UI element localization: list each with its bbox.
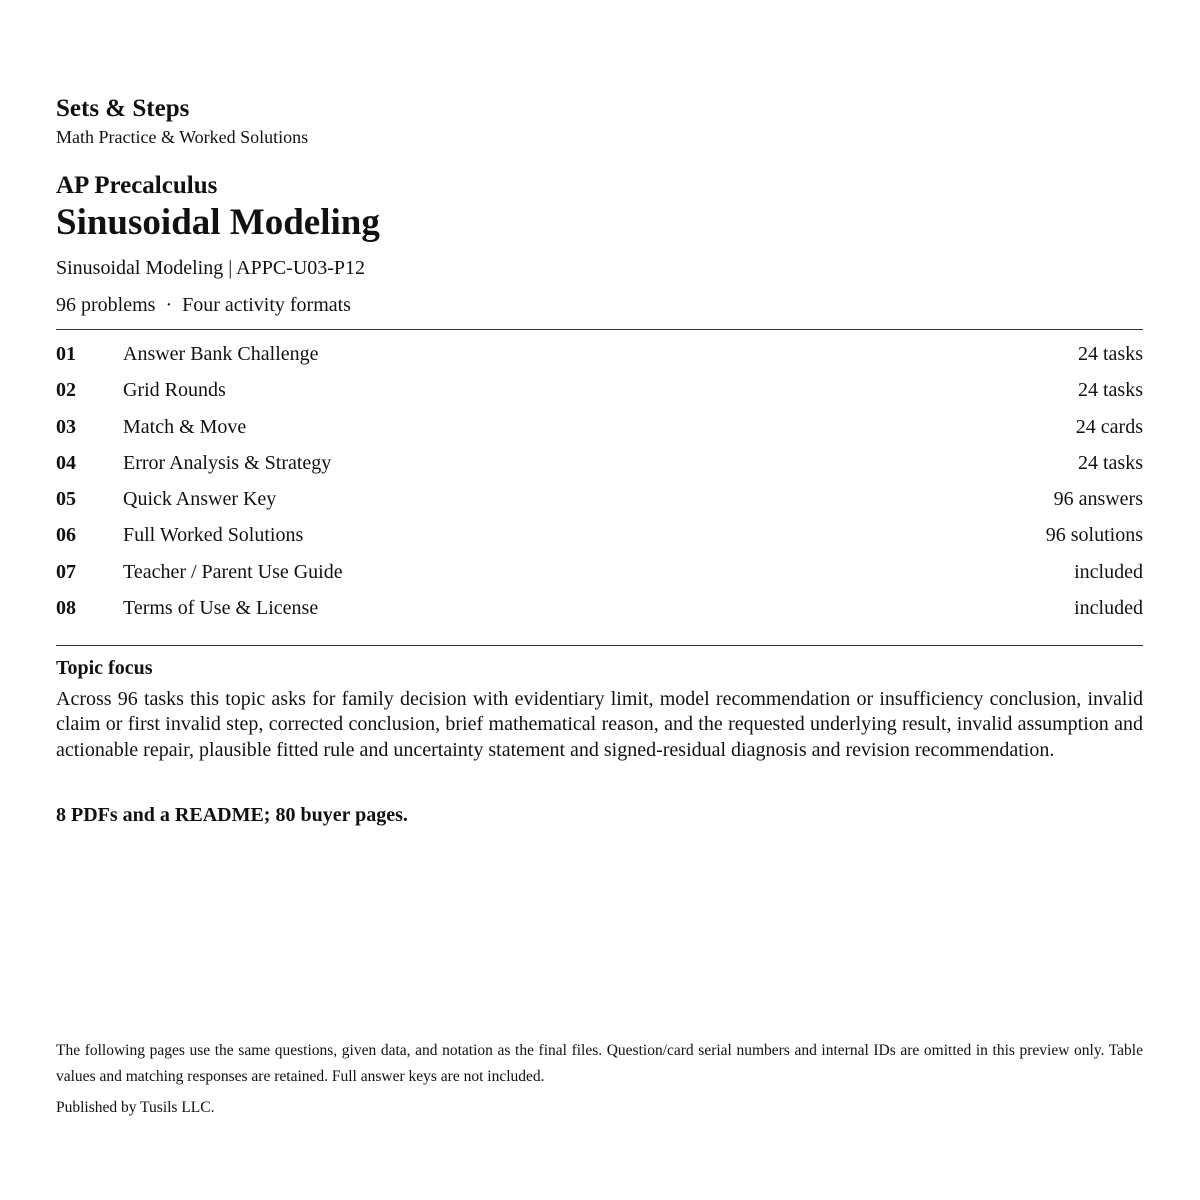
contents-item-count: 24 cards	[1075, 415, 1143, 438]
contents-item-label: Terms of Use & License	[123, 597, 319, 620]
contents-item-number: 08	[56, 597, 76, 620]
product-page	[56, 0, 1143, 1200]
course-name: AP Precalculus	[56, 172, 218, 199]
contents-top-divider	[56, 329, 1143, 330]
contents-item-number: 02	[56, 379, 76, 402]
contents-item-label: Answer Bank Challenge	[123, 343, 319, 365]
contents-item-label: Full Worked Solutions	[123, 524, 304, 547]
contents-item-label: Teacher / Parent Use Guide	[123, 560, 343, 583]
publisher-line: Published by Tusils LLC.	[56, 1099, 215, 1116]
page-title: Sinusoidal Modeling	[56, 202, 380, 243]
contents-item-count: 96 solutions	[1045, 524, 1143, 547]
contents-item	[56, 555, 1143, 591]
contents-item	[56, 518, 1143, 554]
brand-tagline: Math Practice & Worked Solutions	[56, 127, 309, 147]
topic-focus-body: Across 96 tasks this topic asks for family decision with evidentiary limit, model recommendation or insufficiency conclusion, invalid claim or first invalid step, corrected conclusion, brief mathematical reason, and the requested underlying result, invalid assumption and actionable repair, plausible fitted rule and uncertainty statement and signed-residual diagnosis and revision recommendation.	[56, 688, 1143, 761]
contents-item-count: 24 tasks	[1078, 451, 1143, 474]
preview-note: The following pages use the same questions, given data, and notation as the final files. Question/card serial numbers and internal IDs are omitted in this preview only. Table values and matching responses are retained. Full answer keys are not included.	[56, 1042, 1143, 1085]
product-code-line: Sinusoidal Modeling | APPC-U03-P12	[56, 257, 366, 279]
contents-item-count: included	[1074, 597, 1143, 620]
contents-list	[56, 337, 1143, 627]
contents-item	[56, 373, 1143, 409]
contents-item-count: 96 answers	[1053, 488, 1143, 511]
contents-item	[56, 591, 1143, 627]
contents-item-number: 07	[56, 560, 76, 583]
contents-item-label: Quick Answer Key	[123, 488, 277, 511]
contents-item-number: 01	[56, 343, 76, 365]
separator-dot: ·	[165, 294, 173, 316]
contents-item-label: Grid Rounds	[123, 379, 226, 402]
contents-item-number: 06	[56, 524, 76, 547]
contents-item-count: included	[1074, 560, 1143, 583]
activity-formats: Four activity formats	[182, 294, 351, 316]
contents-bottom-divider	[56, 645, 1143, 646]
contents-item-count: 24 tasks	[1078, 343, 1143, 365]
topic-focus-heading: Topic focus	[56, 657, 153, 679]
product-summary	[56, 292, 351, 318]
brand-name: Sets & Steps	[56, 95, 190, 122]
contents-item-count: 24 tasks	[1078, 379, 1143, 402]
contents-item	[56, 482, 1143, 518]
contents-item	[56, 446, 1143, 482]
files-summary: 8 PDFs and a README; 80 buyer pages.	[56, 804, 408, 826]
contents-item-number: 05	[56, 488, 76, 511]
contents-item-label: Error Analysis & Strategy	[123, 451, 332, 474]
contents-item	[56, 337, 1143, 373]
contents-item-number: 03	[56, 415, 76, 438]
contents-item	[56, 410, 1143, 446]
contents-item-label: Match & Move	[123, 415, 247, 438]
contents-item-number: 04	[56, 451, 76, 474]
problem-count: 96 problems	[56, 294, 156, 316]
